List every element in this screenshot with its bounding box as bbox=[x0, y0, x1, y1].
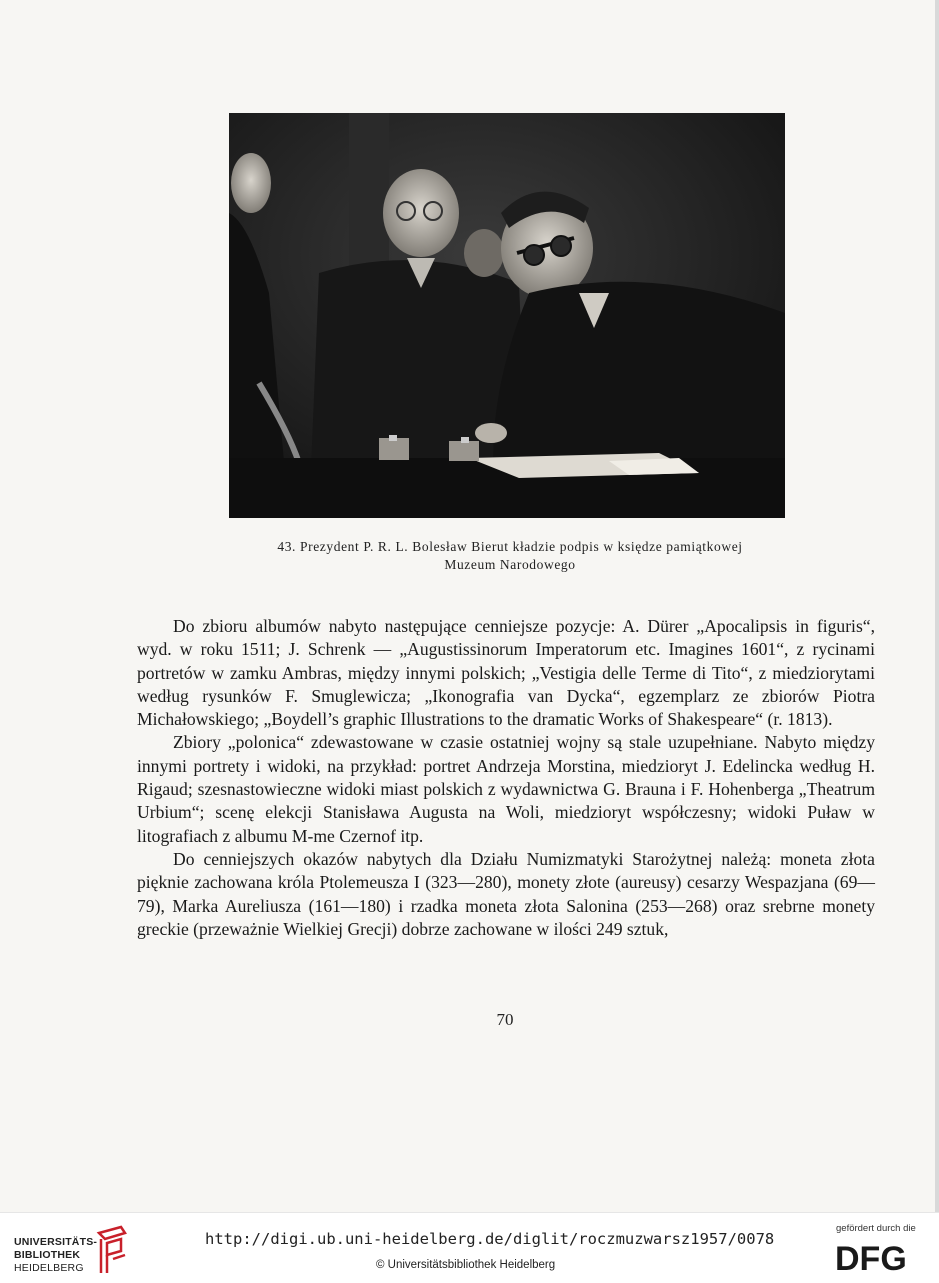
paragraph-polonica: Zbiory „polonica“ zdewastowane w czasie ostatniej wojny są stale uzupełniane. Nabyto między innymi portrety i widoki, na przykład: portret Andrzeja Morstina, miedzioryt J. Edelincka według H. Rigaud; szesnastowieczne widoki miast polskich z wydawnictwa G. Brauna i F. Hohenberga „Theatrum Urbium“; scenę elekcji Stanisława Augusta na Woli, miedzioryt współczesny; widoki Puław w litografiach z albumu M-me Czernof itp. bbox=[137, 732, 875, 846]
caption-line-1: 43. Prezydent P. R. L. Bolesław Bierut kładzie podpis w księdze pamiątkowej bbox=[277, 539, 743, 554]
photograph bbox=[229, 113, 785, 518]
dfg-logo-text: DFG bbox=[835, 1240, 907, 1274]
page-number: 70 bbox=[496, 1010, 514, 1029]
permalink-url[interactable]: http://digi.ub.uni-heidelberg.de/diglit/roczmuzwarsz1957/0078 bbox=[205, 1230, 775, 1248]
page-edge bbox=[935, 0, 939, 1212]
logo-line-3: HEIDELBERG bbox=[14, 1262, 84, 1274]
dfg-logo-icon bbox=[833, 1240, 927, 1274]
library-logo-icon bbox=[95, 1225, 129, 1275]
photo-caption bbox=[160, 538, 860, 574]
logo-line-2: BIBLIOTHEK bbox=[14, 1249, 81, 1261]
logo-line-1: UNIVERSITÄTS- bbox=[14, 1236, 98, 1248]
library-logo-text bbox=[14, 1236, 104, 1275]
photograph-icon bbox=[229, 113, 785, 518]
footer-bar bbox=[0, 1212, 939, 1283]
body-text bbox=[137, 615, 875, 941]
funded-by-label: gefördert durch die bbox=[836, 1223, 916, 1234]
paragraph-albums: Do zbioru albumów nabyto następujące cenniejsze pozycje: A. Dürer „Apocalipsis in figuris“, wyd. w roku 1511; J. Schrenk — „Augustissinorum Imperatorum etc. Imagines 1601“, z rycinami portretów w zamku Ambras, między innymi polskich; „Vestigia delle Terme di Tito“, z miedziorytami według rysunków F. Smuglewicza; „Ikonografia van Dycka“, egzemplarz ze zbiorów Piotra Michałowskiego; „Boydell’s graphic Illustrations to the dramatic Works of Shakespeare“ (r. 1813). bbox=[137, 616, 875, 730]
paragraph-numismatics: Do cenniejszych okazów nabytych dla Działu Numizmatyki Starożytnej należą: moneta złota pięknie zachowana króla Ptolemeusza I (323—280), monety złote (aureusy) cesarzy Wespazjana (69—79), Marka Aureliusza (161—180) i rzadka moneta złota Salonina (253—268) oraz srebrne monety greckie (przeważnie Wielkiej Grecji) dobrze zachowane w ilości 249 sztuk, bbox=[137, 848, 875, 939]
copyright-notice: © Universitätsbibliothek Heidelberg bbox=[376, 1259, 556, 1271]
caption-line-2: Muzeum Narodowego bbox=[444, 557, 576, 572]
